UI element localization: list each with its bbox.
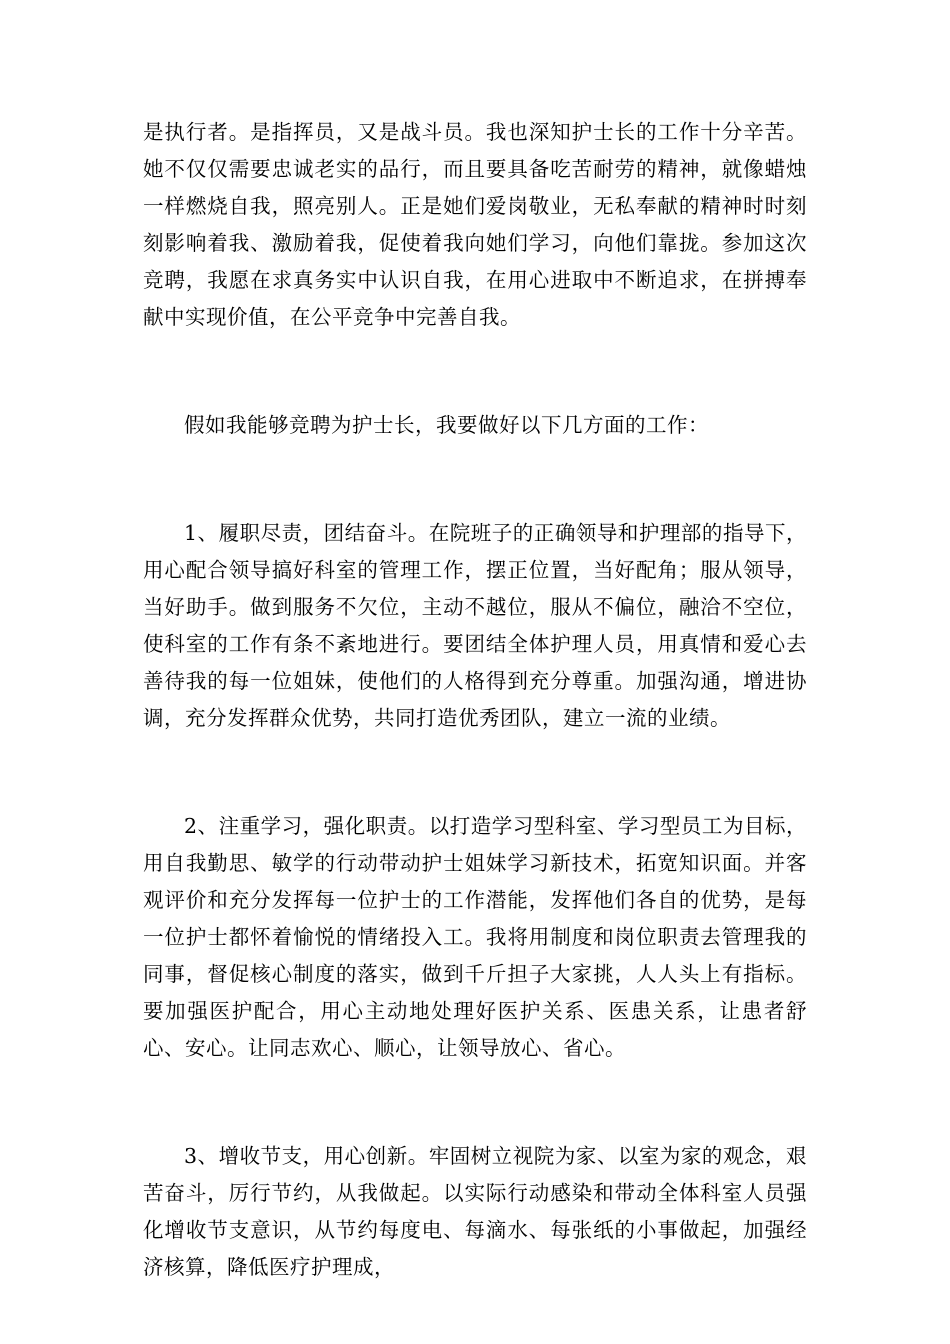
paragraph-4: 2、注重学习，强化职责。以打造学习型科室、学习型员工为目标，用自我勤思、敏学的行动带动护士姐妹学习新技术，拓宽知识面。并客观评价和充分发挥每一位护士的工作潜能，发挥他们各自的优势，是每一位护士都怀着愉悦的情绪投入工。我将用制度和岗位职责去管理我的同事，督促核心制度的落实，做到千斤担子大家挑，人人头上有指标。要加强医护配合，用心主动地处理好医护关系、医患关系，让患者舒心、安心。让同志欢心、顺心，让领导放心、省心。 [143,814,807,1060]
document-body [143,114,807,1286]
paragraph-2: 假如我能够竞聘为护士长，我要做好以下几方面的工作： [184,413,709,437]
paragraph-1: 是执行者。是指挥员，又是战斗员。我也深知护士长的工作十分辛苦。她不仅仅需要忠诚老实的品行，而且要具备吃苦耐劳的精神，就像蜡烛一样燃烧自我，照亮别人。正是她们爱岗敬业，无私奉献的精神时时刻刻影响着我、激励着我，促使着我向她们学习，向他们靠拢。参加这次竞聘，我愿在求真务实中认识自我，在用心进取中不断追求，在拼搏奉献中实现价值，在公平竞争中完善自我。 [143,120,807,329]
paragraph-3: 1、履职尽责，团结奋斗。在院班子的正确领导和护理部的指导下，用心配合领导搞好科室的管理工作，摆正位置，当好配角；服从领导，当好助手。做到服务不欠位，主动不越位，服从不偏位，融洽不空位，使科室的工作有条不紊地进行。要团结全体护理人员，用真情和爱心去善待我的每一位姐妹，使他们的人格得到充分尊重。加强沟通，增进协调，充分发挥群众优势，共同打造优秀团队，建立一流的业绩。 [143,521,807,730]
paragraph-5: 3、增收节支，用心创新。牢固树立视院为家、以室为家的观念，艰苦奋斗，厉行节约，从我做起。以实际行动感染和带动全体科室人员强化增收节支意识，从节约每度电、每滴水、每张纸的小事做起，加强经济核算，降低医疗护理成， [143,1144,807,1279]
